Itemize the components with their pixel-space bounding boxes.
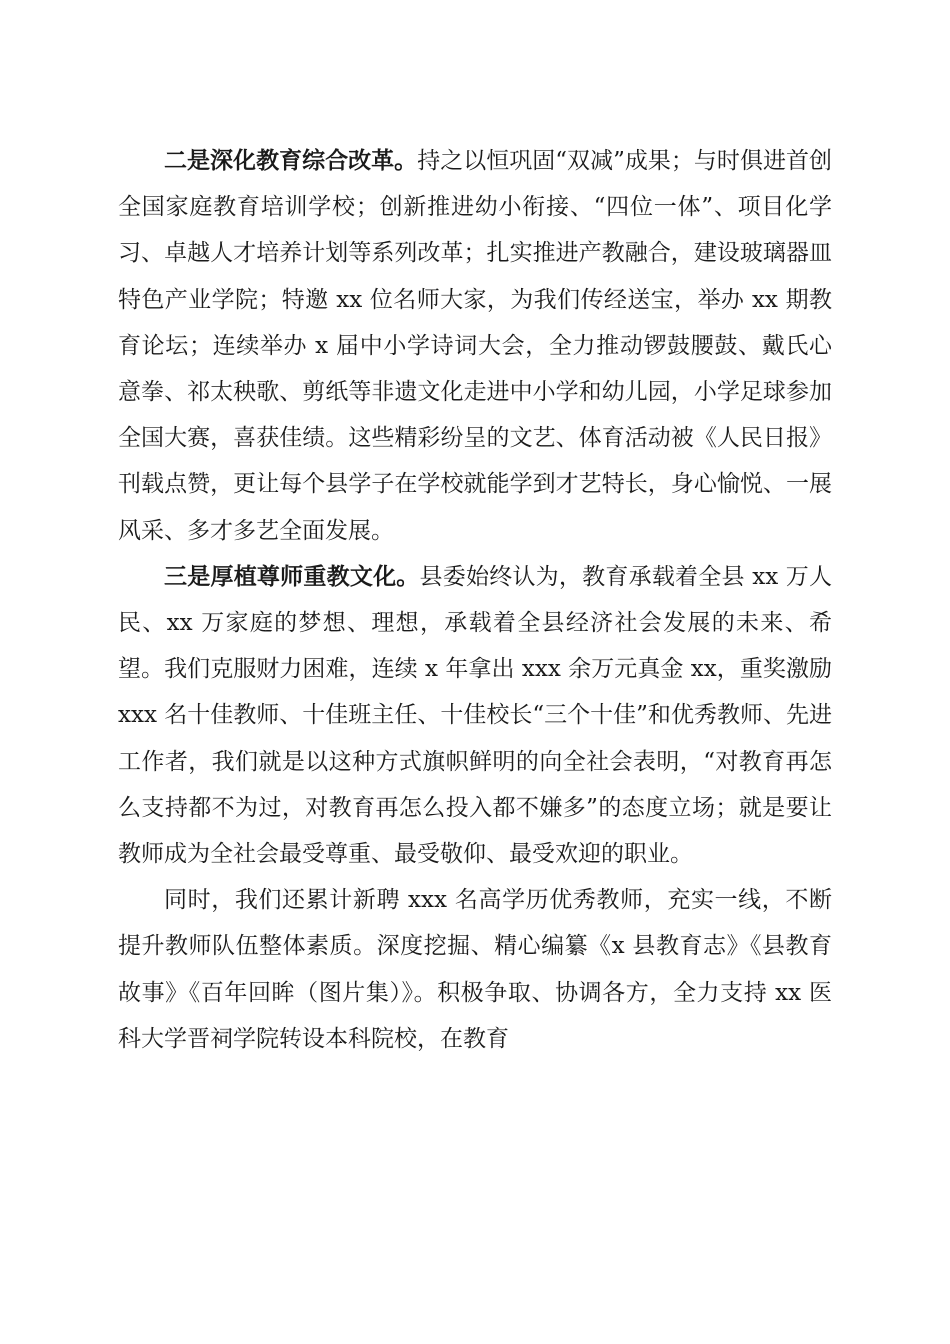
paragraph-heading: 三是厚植尊师重教文化。 — [164, 562, 420, 590]
paragraph-text: 持之以恒巩固“双减”成果；与时俱进首创全国家庭教育培训学校；创新推进幼小衔接、“四位一体”、项目化学习、卓越人才培养计划等系列改革；扎实推进产教融合，建设玻璃器皿特色产业学院；特邀 xx 位名师大家，为我们传经送宝，举办 xx 期教育论坛；连续举办 x 届中小学诗词大会，全力推动锣鼓腰鼓、戴氏心意拳、祁太秧歌、剪纸等非遗文化走进中小学和幼儿园，小学足球参加全国大赛，喜获佳绩。这些精彩纷呈的文艺、体育活动被《人民日报》刊载点赞，更让每个县学子在学校就能学到才艺特长，身心愉悦、一展风采、多才多艺全面发展。 — [118, 148, 832, 544]
paragraph-text: 县委始终认为，教育承载着全县 xx 万人民、xx 万家庭的梦想、理想，承载着全县经济社会发展的未来、希望。我们克服财力困难，连续 x 年拿出 xxx 余万元真金 xx，重奖激励 xxx 名十佳教师、十佳班主任、十佳校长“三个十佳”和优秀教师、先进工作者，我们就是以这种方式旗帜鲜明的向全社会表明，“对教育再怎么支持都不为过，对教育再怎么投入都不嫌多”的态度立场；就是要让教师成为全社会最受尊重、最受敬仰、最受欢迎的职业。 — [118, 563, 832, 868]
paragraph-teacher-recruitment — [118, 877, 832, 1062]
paragraph-heading: 二是深化教育综合改革。 — [164, 147, 418, 174]
paragraph-teacher-respect — [118, 554, 832, 877]
paragraph-text: 同时，我们还累计新聘 xxx 名高学历优秀教师，充实一线，不断提升教师队伍整体素质。深度挖掘、精心编纂《x 县教育志》《县教育故事》《百年回眸（图片集）》。积极争取、协调各方，全力支持 xx 医科大学晋祠学院转设本科院校，在教育 — [118, 887, 832, 1052]
document-body — [118, 138, 832, 1062]
paragraph-education-reform — [118, 138, 832, 554]
